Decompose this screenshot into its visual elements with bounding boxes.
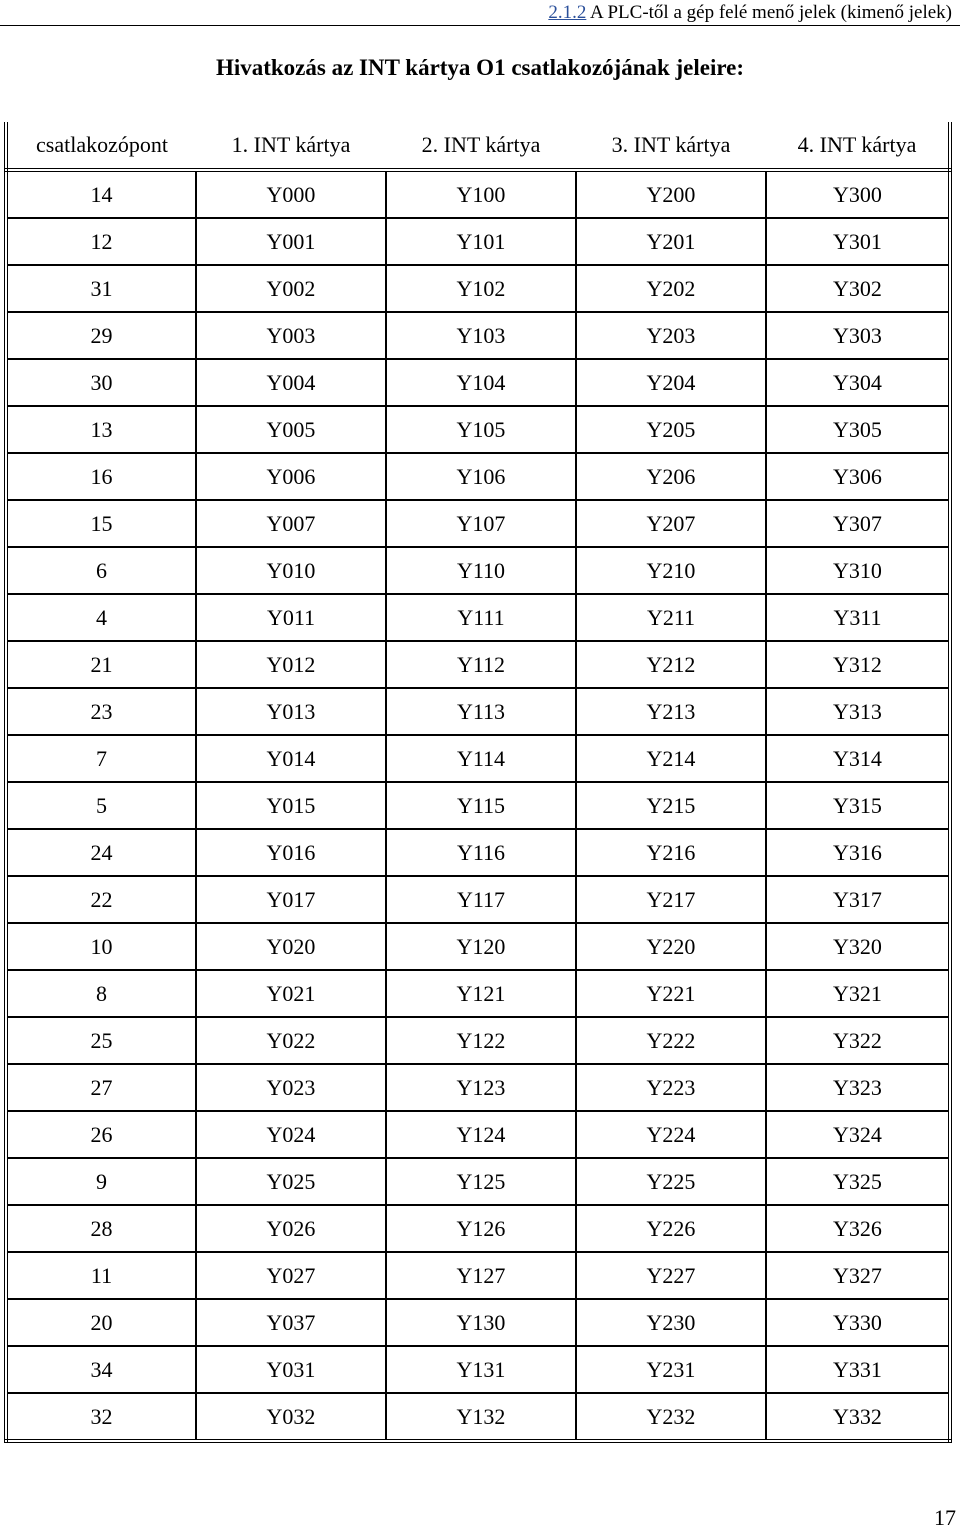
- signal-address-cell: Y302: [766, 265, 950, 312]
- signal-address-cell: Y130: [386, 1299, 576, 1346]
- signal-address-cell: Y025: [196, 1158, 386, 1205]
- header-divider: [0, 25, 960, 26]
- signal-address-cell: Y021: [196, 970, 386, 1017]
- signal-address-cell: Y216: [576, 829, 766, 876]
- table-row: [6, 312, 950, 359]
- signal-address-cell: Y207: [576, 500, 766, 547]
- table-row: [6, 1064, 950, 1111]
- signal-address-cell: Y014: [196, 735, 386, 782]
- table-row: [6, 970, 950, 1017]
- connector-point-cell: 32: [6, 1393, 196, 1441]
- table-header-row: [6, 122, 950, 170]
- connector-point-cell: 27: [6, 1064, 196, 1111]
- signal-address-cell: Y311: [766, 594, 950, 641]
- connector-point-cell: 25: [6, 1017, 196, 1064]
- signal-address-cell: Y230: [576, 1299, 766, 1346]
- signal-address-cell: Y017: [196, 876, 386, 923]
- table-row: [6, 500, 950, 547]
- connector-point-cell: 24: [6, 829, 196, 876]
- signal-address-cell: Y314: [766, 735, 950, 782]
- connector-point-cell: 20: [6, 1299, 196, 1346]
- signal-address-cell: Y010: [196, 547, 386, 594]
- signal-address-cell: Y126: [386, 1205, 576, 1252]
- signal-address-cell: Y117: [386, 876, 576, 923]
- signal-address-cell: Y304: [766, 359, 950, 406]
- connector-point-cell: 14: [6, 170, 196, 218]
- signal-address-cell: Y106: [386, 453, 576, 500]
- signal-address-cell: Y315: [766, 782, 950, 829]
- signal-address-cell: Y007: [196, 500, 386, 547]
- signal-address-cell: Y300: [766, 170, 950, 218]
- signal-address-cell: Y100: [386, 170, 576, 218]
- signal-address-cell: Y011: [196, 594, 386, 641]
- connector-point-cell: 26: [6, 1111, 196, 1158]
- signal-address-cell: Y221: [576, 970, 766, 1017]
- table-row: [6, 641, 950, 688]
- signal-address-cell: Y217: [576, 876, 766, 923]
- signal-address-cell: Y111: [386, 594, 576, 641]
- signal-address-cell: Y323: [766, 1064, 950, 1111]
- signal-address-cell: Y024: [196, 1111, 386, 1158]
- signal-address-cell: Y101: [386, 218, 576, 265]
- section-number-link[interactable]: 2.1.2: [548, 2, 587, 23]
- connector-point-cell: 8: [6, 970, 196, 1017]
- signal-address-cell: Y127: [386, 1252, 576, 1299]
- signal-address-cell: Y102: [386, 265, 576, 312]
- signal-address-cell: Y210: [576, 547, 766, 594]
- connector-point-cell: 15: [6, 500, 196, 547]
- signal-address-cell: Y115: [386, 782, 576, 829]
- table-row: [6, 1393, 950, 1441]
- connector-point-cell: 7: [6, 735, 196, 782]
- signal-address-cell: Y037: [196, 1299, 386, 1346]
- connector-point-cell: 9: [6, 1158, 196, 1205]
- table-row: [6, 265, 950, 312]
- column-header: 3. INT kártya: [611, 132, 731, 157]
- signal-table: [4, 122, 952, 1443]
- signal-address-cell: Y322: [766, 1017, 950, 1064]
- table-row: [6, 876, 950, 923]
- signal-address-cell: Y002: [196, 265, 386, 312]
- signal-address-cell: Y317: [766, 876, 950, 923]
- signal-address-cell: Y301: [766, 218, 950, 265]
- signal-address-cell: Y105: [386, 406, 576, 453]
- signal-address-cell: Y305: [766, 406, 950, 453]
- signal-address-cell: Y307: [766, 500, 950, 547]
- page-title: Hivatkozás az INT kártya O1 csatlakozójának jeleire:: [215, 55, 745, 80]
- signal-address-cell: Y000: [196, 170, 386, 218]
- table-row: [6, 1346, 950, 1393]
- signal-address-cell: Y200: [576, 170, 766, 218]
- connector-point-cell: 12: [6, 218, 196, 265]
- table-row: [6, 359, 950, 406]
- signal-address-cell: Y112: [386, 641, 576, 688]
- signal-address-cell: Y016: [196, 829, 386, 876]
- signal-address-cell: Y206: [576, 453, 766, 500]
- connector-point-cell: 30: [6, 359, 196, 406]
- column-header: 4. INT kártya: [797, 132, 917, 157]
- signal-address-cell: Y211: [576, 594, 766, 641]
- signal-address-cell: Y223: [576, 1064, 766, 1111]
- signal-address-cell: Y013: [196, 688, 386, 735]
- signal-address-cell: Y320: [766, 923, 950, 970]
- signal-address-cell: Y004: [196, 359, 386, 406]
- signal-address-cell: Y131: [386, 1346, 576, 1393]
- signal-address-cell: Y321: [766, 970, 950, 1017]
- signal-address-cell: Y313: [766, 688, 950, 735]
- signal-address-cell: Y330: [766, 1299, 950, 1346]
- table-row: [6, 1299, 950, 1346]
- signal-address-cell: Y212: [576, 641, 766, 688]
- signal-address-cell: Y023: [196, 1064, 386, 1111]
- signal-address-cell: Y015: [196, 782, 386, 829]
- signal-address-cell: Y331: [766, 1346, 950, 1393]
- signal-address-cell: Y027: [196, 1252, 386, 1299]
- signal-address-cell: Y204: [576, 359, 766, 406]
- signal-address-cell: Y122: [386, 1017, 576, 1064]
- signal-address-cell: Y026: [196, 1205, 386, 1252]
- signal-address-cell: Y116: [386, 829, 576, 876]
- signal-address-cell: Y113: [386, 688, 576, 735]
- column-header: 1. INT kártya: [231, 132, 351, 157]
- table-row: [6, 735, 950, 782]
- connector-point-cell: 6: [6, 547, 196, 594]
- signal-address-cell: Y215: [576, 782, 766, 829]
- signal-address-cell: Y123: [386, 1064, 576, 1111]
- table-row: [6, 547, 950, 594]
- connector-point-cell: 4: [6, 594, 196, 641]
- connector-point-cell: 31: [6, 265, 196, 312]
- connector-point-cell: 23: [6, 688, 196, 735]
- table-row: [6, 1017, 950, 1064]
- table-row: [6, 923, 950, 970]
- signal-address-cell: Y303: [766, 312, 950, 359]
- signal-address-cell: Y325: [766, 1158, 950, 1205]
- connector-point-cell: 29: [6, 312, 196, 359]
- signal-address-cell: Y214: [576, 735, 766, 782]
- signal-address-cell: Y213: [576, 688, 766, 735]
- signal-address-cell: Y020: [196, 923, 386, 970]
- signal-address-cell: Y031: [196, 1346, 386, 1393]
- signal-address-cell: Y232: [576, 1393, 766, 1441]
- connector-point-cell: 13: [6, 406, 196, 453]
- signal-address-cell: Y104: [386, 359, 576, 406]
- signal-address-cell: Y205: [576, 406, 766, 453]
- table-row: [6, 170, 950, 218]
- table-row: [6, 1252, 950, 1299]
- running-header: [0, 2, 952, 24]
- signal-address-cell: Y310: [766, 547, 950, 594]
- signal-address-cell: Y222: [576, 1017, 766, 1064]
- signal-address-cell: Y012: [196, 641, 386, 688]
- signal-address-cell: Y124: [386, 1111, 576, 1158]
- table-row: [6, 782, 950, 829]
- connector-point-cell: 21: [6, 641, 196, 688]
- connector-point-cell: 28: [6, 1205, 196, 1252]
- table-row: [6, 1111, 950, 1158]
- signal-address-cell: Y312: [766, 641, 950, 688]
- signal-address-cell: Y110: [386, 547, 576, 594]
- signal-address-cell: Y227: [576, 1252, 766, 1299]
- signal-address-cell: Y220: [576, 923, 766, 970]
- signal-address-cell: Y326: [766, 1205, 950, 1252]
- signal-address-cell: Y001: [196, 218, 386, 265]
- table-row: [6, 406, 950, 453]
- signal-address-cell: Y121: [386, 970, 576, 1017]
- signal-address-cell: Y203: [576, 312, 766, 359]
- section-title: A PLC-től a gép felé menő jelek (kimenő jelek): [590, 2, 952, 23]
- signal-address-cell: Y324: [766, 1111, 950, 1158]
- signal-address-cell: Y114: [386, 735, 576, 782]
- signal-address-cell: Y201: [576, 218, 766, 265]
- signal-address-cell: Y125: [386, 1158, 576, 1205]
- connector-point-cell: 16: [6, 453, 196, 500]
- connector-point-cell: 22: [6, 876, 196, 923]
- signal-address-cell: Y103: [386, 312, 576, 359]
- table-row: [6, 218, 950, 265]
- signal-address-cell: Y327: [766, 1252, 950, 1299]
- table-row: [6, 1158, 950, 1205]
- signal-address-cell: Y316: [766, 829, 950, 876]
- signal-address-cell: Y306: [766, 453, 950, 500]
- connector-point-cell: 11: [6, 1252, 196, 1299]
- signal-address-cell: Y006: [196, 453, 386, 500]
- signal-address-cell: Y132: [386, 1393, 576, 1441]
- signal-address-cell: Y332: [766, 1393, 950, 1441]
- table-row: [6, 1205, 950, 1252]
- signal-address-cell: Y231: [576, 1346, 766, 1393]
- column-header: csatlakozópont: [36, 132, 168, 157]
- table-row: [6, 829, 950, 876]
- table-row: [6, 594, 950, 641]
- page-number: 17: [934, 1505, 956, 1530]
- signal-address-cell: Y226: [576, 1205, 766, 1252]
- table-row: [6, 453, 950, 500]
- signal-address-cell: Y022: [196, 1017, 386, 1064]
- signal-address-cell: Y225: [576, 1158, 766, 1205]
- table-body: [6, 170, 950, 1441]
- connector-point-cell: 5: [6, 782, 196, 829]
- signal-address-cell: Y032: [196, 1393, 386, 1441]
- signal-address-cell: Y224: [576, 1111, 766, 1158]
- signal-address-cell: Y003: [196, 312, 386, 359]
- table-row: [6, 688, 950, 735]
- signal-address-cell: Y120: [386, 923, 576, 970]
- signal-address-cell: Y107: [386, 500, 576, 547]
- connector-point-cell: 34: [6, 1346, 196, 1393]
- signal-address-cell: Y005: [196, 406, 386, 453]
- connector-point-cell: 10: [6, 923, 196, 970]
- column-header: 2. INT kártya: [421, 132, 541, 157]
- signal-table-container: [4, 122, 948, 1443]
- signal-address-cell: Y202: [576, 265, 766, 312]
